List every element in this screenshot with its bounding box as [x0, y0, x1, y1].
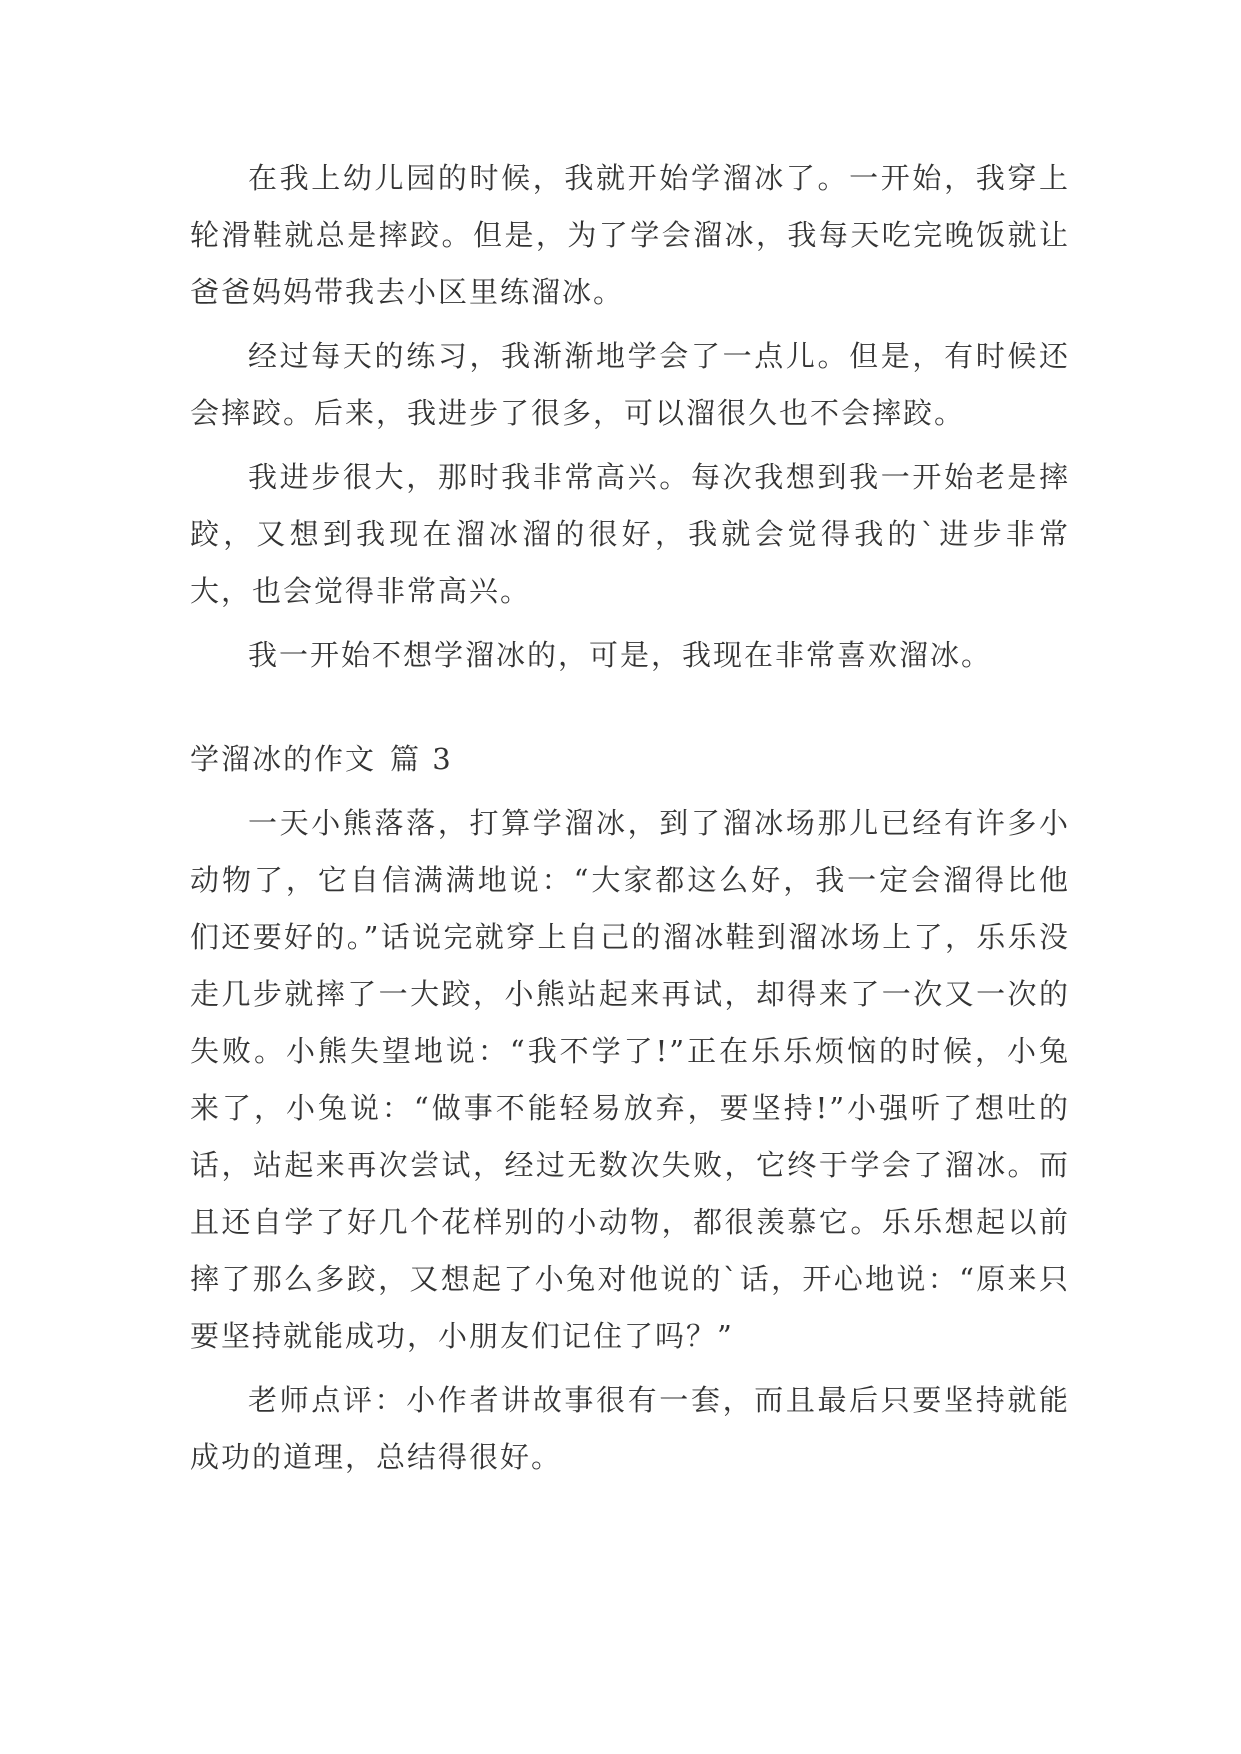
- section-heading: [190, 731, 1070, 788]
- section-title: 学溜冰的作文: [190, 742, 377, 776]
- paragraph-daily-practice: 经过每天的练习，我渐渐地学会了一点儿。但是，有时候还会摔跤。后来，我进步了很多，可以溜很久也不会摔跤。: [190, 339, 1070, 430]
- paragraph-love-skating: 我一开始不想学溜冰的，可是，我现在非常喜欢溜冰。: [248, 638, 993, 672]
- paragraph-teacher-comment: 老师点评：小作者讲故事很有一套，而且最后只要坚持就能成功的道理，总结得很好。: [190, 1383, 1070, 1474]
- document-page: [190, 150, 1070, 1493]
- paragraph-learning-to-skate: 在我上幼儿园的时候，我就开始学溜冰了。一开始，我穿上轮滑鞋就总是摔跤。但是，为了学会溜冰，我每天吃完晚饭就让爸爸妈妈带我去小区里练溜冰。: [190, 161, 1070, 309]
- paragraph-little-bear-story: 一天小熊落落，打算学溜冰，到了溜冰场那儿已经有许多小动物了，它自信满满地说：“大家都这么好，我一定会溜得比他们还要好的。”话说完就穿上自己的溜冰鞋到溜冰场上了，乐乐没走几步就摔了一大跤，小熊站起来再试，却得来了一次又一次的失败。小熊失望地说：“我不学了!”正在乐乐烦恼的时候，小兔来了，小兔说：“做事不能轻易放弃，要坚持!”小强听了想吐的话，站起来再次尝试，经过无数次失败，它终于学会了溜冰。而且还自学了好几个花样别的小动物，都很羡慕它。乐乐想起以前摔了那么多跤，又想起了小兔对他说的`话，开心地说：“原来只要坚持就能成功，小朋友们记住了吗？”: [190, 806, 1070, 1353]
- section-number: 篇 3: [390, 742, 453, 776]
- paragraph-big-progress: 我进步很大，那时我非常高兴。每次我想到我一开始老是摔跤，又想到我现在溜冰溜的很好，我就会觉得我的`进步非常大，也会觉得非常高兴。: [190, 460, 1070, 608]
